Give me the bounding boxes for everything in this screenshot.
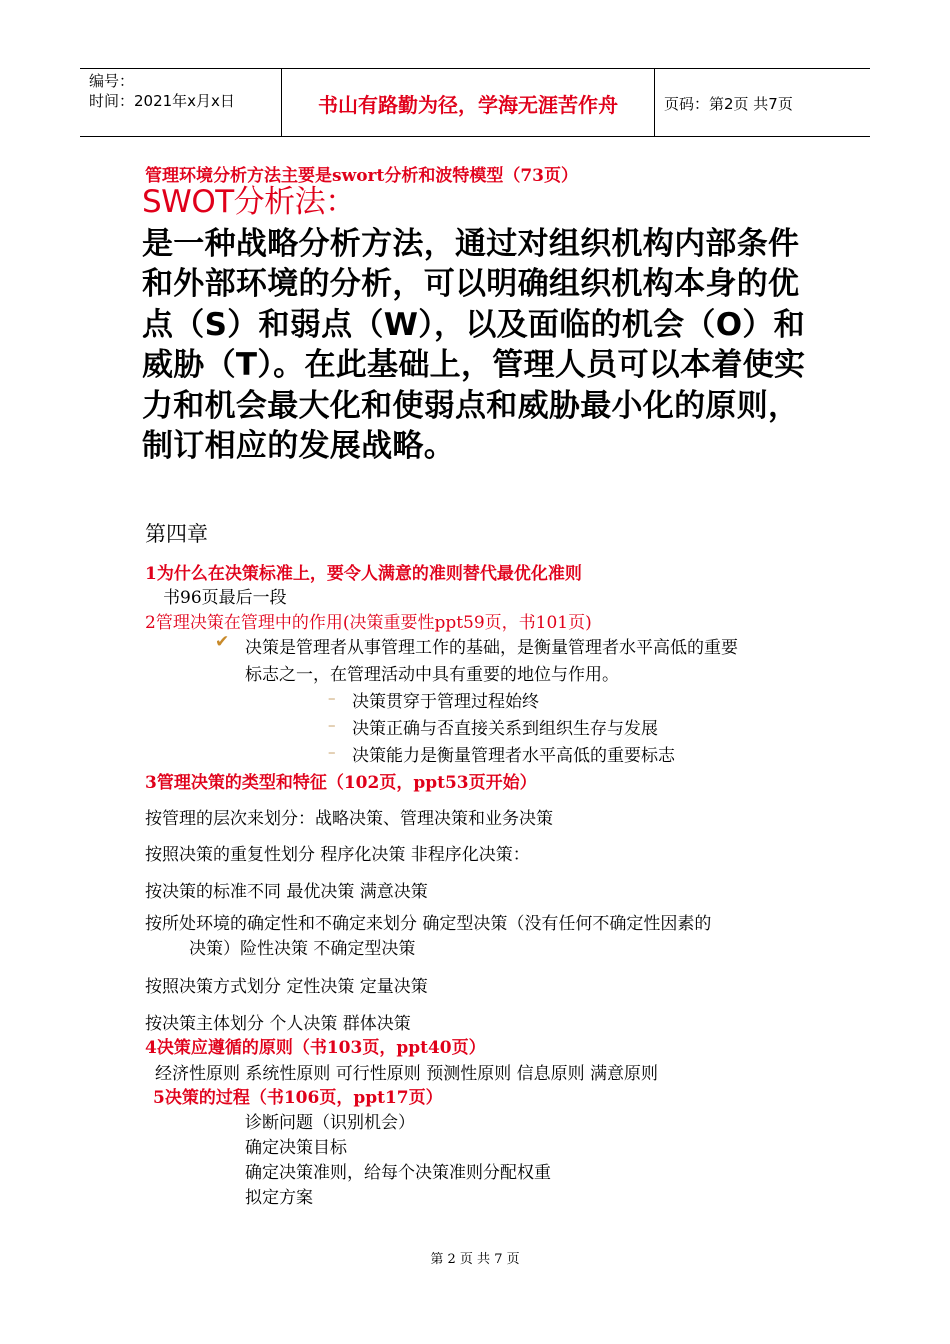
page-footer: 第 2 页 共 7 页 xyxy=(430,1252,520,1267)
dash-icon: – xyxy=(328,689,336,707)
q1-title: 1为什么在决策标准上，要令人满意的准则替代最优化准则 xyxy=(145,564,582,584)
header-page-label: 页码：第2页 共7页 xyxy=(664,95,793,113)
q4-title: 4决策应遵循的原则（书103页，ppt40页） xyxy=(145,1038,486,1058)
q5-step: 确定决策准则，给每个决策准则分配权重 xyxy=(245,1163,551,1183)
checkmark-icon: ✔ xyxy=(215,632,230,652)
q2-sub-item: 决策正确与否直接关系到组织生存与发展 xyxy=(352,719,658,739)
q5-title: 5决策的过程（书106页，ppt17页） xyxy=(153,1088,443,1108)
header-motto: 书山有路勤为径，学海无涯苦作舟 xyxy=(318,93,618,117)
q2-sub-item: 决策贯穿于管理过程始终 xyxy=(352,692,539,712)
q5-step: 拟定方案 xyxy=(245,1188,313,1208)
dash-icon: – xyxy=(328,743,336,761)
number-label: 编号： xyxy=(89,72,135,90)
q3-item: 按管理的层次来划分：战略决策、管理决策和业务决策 xyxy=(145,809,553,829)
page-header xyxy=(80,68,870,137)
swot-title: SWOT分析法： xyxy=(142,184,356,220)
q2-bullet-line2: 标志之一，在管理活动中具有重要的地位与作用。 xyxy=(245,665,619,685)
q2-bullet-line1: 决策是管理者从事管理工作的基础，是衡量管理者水平高低的重要 xyxy=(245,638,738,658)
q3-item: 按照决策方式划分 定性决策 定量决策 xyxy=(145,977,428,997)
chapter-heading: 第四章 xyxy=(145,522,208,546)
q1-answer: 书96页最后一段 xyxy=(163,588,287,608)
header-meta xyxy=(89,71,235,111)
header-divider xyxy=(654,69,655,136)
q3-item: 按照决策的重复性划分 程序化决策 非程序化决策： xyxy=(145,845,530,865)
q3-item: 决策）险性决策 不确定型决策 xyxy=(189,939,416,959)
q3-item: 按决策的标准不同 最优决策 满意决策 xyxy=(145,882,428,902)
q5-step: 确定决策目标 xyxy=(245,1138,347,1158)
q3-item: 按决策主体划分 个人决策 群体决策 xyxy=(145,1014,411,1034)
dash-icon: – xyxy=(328,716,336,734)
intro-line: 管理环境分析方法主要是swort分析和波特模型（73页） xyxy=(145,166,579,186)
q3-title: 3管理决策的类型和特征（102页，ppt53页开始） xyxy=(145,773,537,793)
q3-item: 按所处环境的确定性和不确定来划分 确定型决策（没有任何不确定性因素的 xyxy=(145,914,712,934)
q2-title: 2管理决策在管理中的作用(决策重要性ppt59页，书101页) xyxy=(145,613,592,633)
q5-step: 诊断问题（识别机会） xyxy=(245,1113,415,1133)
swot-body: 是一种战略分析方法，通过对组织机构内部条件和外部环境的分析，可以明确组织机构本身的优点（S）和弱点（W），以及面临的机会（O）和威胁（T）。在此基础上，管理人员可以本着使实力和机会最大化和使弱点和威胁最小化的原则，制订相应的发展战略。 xyxy=(142,226,806,465)
time-label: 时间：2021年x月x日 xyxy=(89,92,235,110)
q2-sub-item: 决策能力是衡量管理者水平高低的重要标志 xyxy=(352,746,675,766)
q4-principles: 经济性原则 系统性原则 可行性原则 预测性原则 信息原则 满意原则 xyxy=(155,1064,659,1084)
